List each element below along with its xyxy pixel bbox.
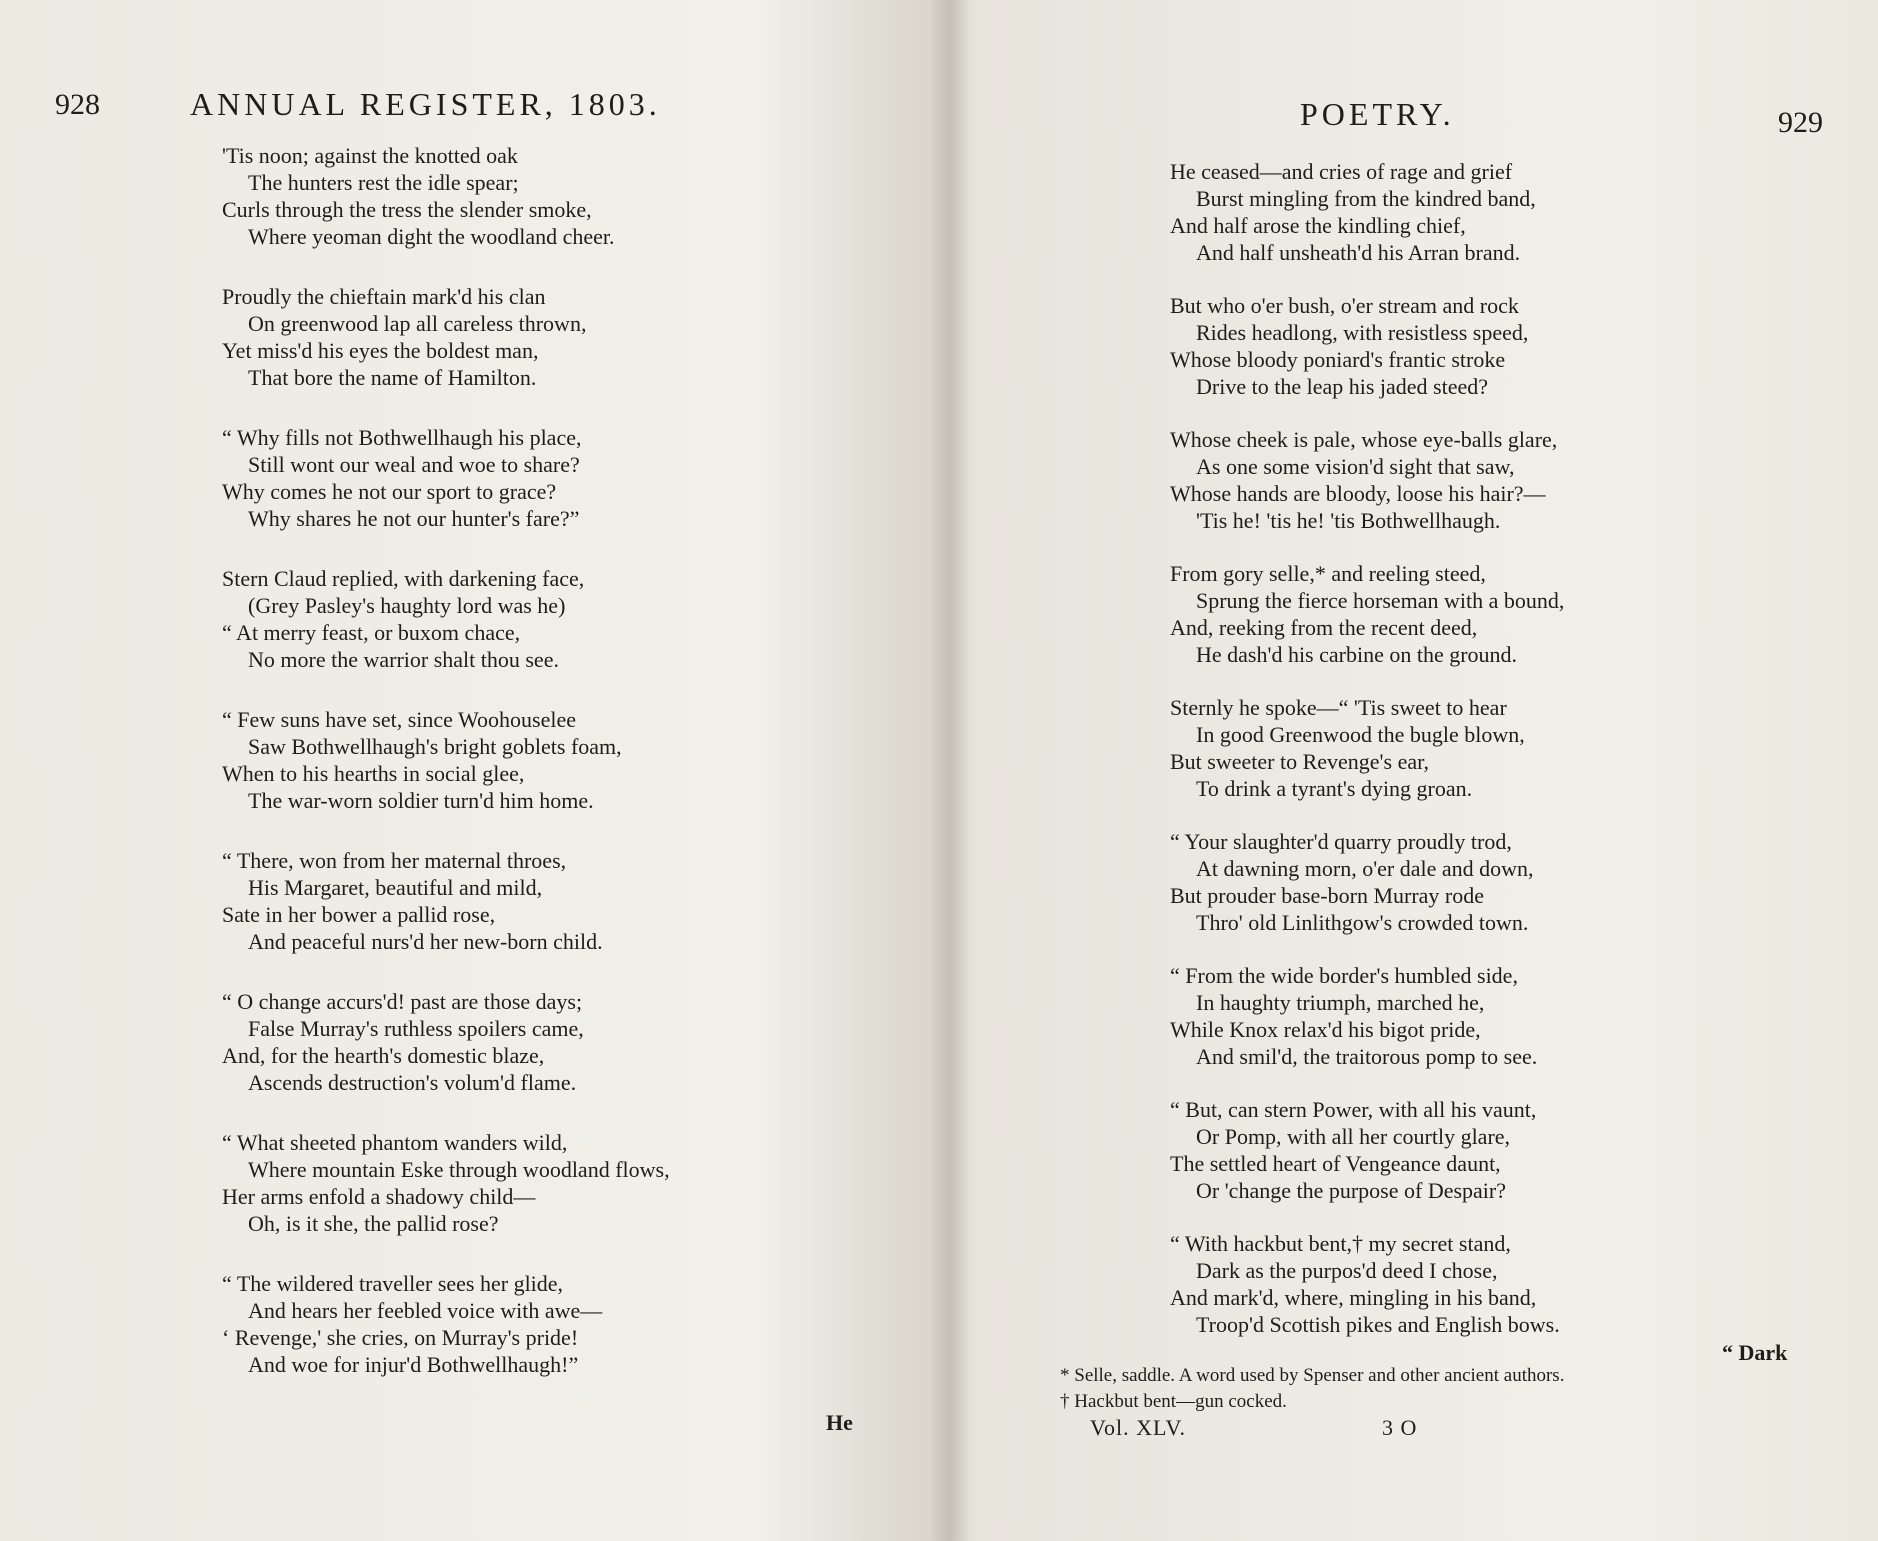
- poem-line: The settled heart of Vengeance daunt,: [1170, 1151, 1501, 1176]
- poem-line: In good Greenwood the bugle blown,: [1196, 722, 1525, 747]
- poem-line: Why comes he not our sport to grace?: [222, 479, 557, 504]
- stanza: [222, 847, 603, 955]
- poem-line: “ O change accurs'd! past are those days;: [222, 989, 583, 1014]
- poem-line: False Murray's ruthless spoilers came,: [248, 1016, 584, 1041]
- poem-line: Ascends destruction's volum'd flame.: [248, 1070, 577, 1095]
- poem-line: As one some vision'd sight that saw,: [1196, 454, 1515, 479]
- poem-line: Rides headlong, with resistless speed,: [1196, 320, 1529, 345]
- poem-line: Or 'change the purpose of Despair?: [1196, 1178, 1507, 1203]
- poem-line: From gory selle,* and reeling steed,: [1170, 561, 1486, 586]
- right-catchword: “ Dark: [1722, 1340, 1788, 1365]
- signature-mark: 3 O: [1382, 1415, 1418, 1440]
- poem-line: The hunters rest the idle spear;: [248, 170, 519, 195]
- poem-line: Yet miss'd his eyes the boldest man,: [222, 338, 539, 363]
- poem-line: “ The wildered traveller sees her glide,: [222, 1271, 564, 1296]
- poem-line: The war-worn soldier turn'd him home.: [248, 788, 594, 813]
- poem-line: Thro' old Linlithgow's crowded town.: [1196, 910, 1529, 935]
- poem-line: 'Tis noon; against the knotted oak: [222, 143, 518, 168]
- poem-line: And half unsheath'd his Arran brand.: [1196, 240, 1521, 265]
- poem-line: Saw Bothwellhaugh's bright goblets foam,: [248, 734, 622, 759]
- poem-line: 'Tis he! 'tis he! 'tis Bothwellhaugh.: [1196, 508, 1501, 533]
- poem-line: Her arms enfold a shadowy child—: [222, 1184, 536, 1209]
- poem-line: His Margaret, beautiful and mild,: [248, 875, 543, 900]
- poem-line: He dash'd his carbine on the ground.: [1196, 642, 1518, 667]
- poem-line: At dawning morn, o'er dale and down,: [1196, 856, 1534, 881]
- poem-line: And woe for injur'd Bothwellhaugh!”: [248, 1352, 579, 1377]
- stanza: [1170, 560, 1564, 668]
- poem-line: “ With hackbut bent,† my secret stand,: [1170, 1231, 1511, 1256]
- poem-line: And, reeking from the recent deed,: [1170, 615, 1478, 640]
- footnote-selle: * Selle, saddle. A word used by Spenser and other ancient authors.: [1060, 1365, 1565, 1386]
- poem-line: And hears her feebled voice with awe—: [248, 1298, 603, 1323]
- volume-number: Vol. XLV.: [1090, 1415, 1187, 1440]
- stanza: [1170, 828, 1534, 936]
- poem-line: Still wont our weal and woe to share?: [248, 452, 580, 477]
- right-page: [970, 0, 1878, 1541]
- poem-line: “ At merry feast, or buxom chace,: [222, 620, 521, 645]
- footnotes: [1060, 1363, 1564, 1415]
- poem-line: But who o'er bush, o'er stream and rock: [1170, 293, 1519, 318]
- poem-line: And peaceful nurs'd her new-born child.: [248, 929, 603, 954]
- poem-line: But prouder base-born Murray rode: [1170, 883, 1485, 908]
- poem-line: Sprung the fierce horseman with a bound,: [1196, 588, 1565, 613]
- footnote-hackbut: † Hackbut bent—gun cocked.: [1060, 1391, 1287, 1412]
- poem-line: No more the warrior shalt thou see.: [248, 647, 559, 672]
- stanza: [1170, 962, 1537, 1070]
- poem-line: Burst mingling from the kindred band,: [1196, 186, 1536, 211]
- poem-line: “ There, won from her maternal throes,: [222, 848, 567, 873]
- book-gutter: [930, 0, 970, 1541]
- poem-line: To drink a tyrant's dying groan.: [1196, 776, 1473, 801]
- poem-line: (Grey Pasley's haughty lord was he): [248, 593, 566, 618]
- poem-line: While Knox relax'd his bigot pride,: [1170, 1017, 1481, 1042]
- left-catchword: He: [826, 1410, 853, 1435]
- poem-line: Drive to the leap his jaded steed?: [1196, 374, 1489, 399]
- stanza: [222, 283, 586, 391]
- poem-line: And, for the hearth's domestic blaze,: [222, 1043, 545, 1068]
- stanza: [1170, 1230, 1560, 1338]
- poem-line: “ Your slaughter'd quarry proudly trod,: [1170, 829, 1512, 854]
- poem-line: Troop'd Scottish pikes and English bows.: [1196, 1312, 1560, 1337]
- poem-line: In haughty triumph, marched he,: [1196, 990, 1485, 1015]
- poem-line: Sate in her bower a pallid rose,: [222, 902, 496, 927]
- poem-line: ‘ Revenge,' she cries, on Murray's pride!: [222, 1325, 579, 1350]
- poem-line: Where yeoman dight the woodland cheer.: [248, 224, 615, 249]
- stanza: [1170, 158, 1536, 266]
- poem-line: But sweeter to Revenge's ear,: [1170, 749, 1430, 774]
- poem-line: Whose bloody poniard's frantic stroke: [1170, 347, 1506, 372]
- stanza: [1170, 694, 1525, 802]
- poem-line: “ But, can stern Power, with all his vaunt,: [1170, 1097, 1537, 1122]
- poem-line: Whose hands are bloody, loose his hair?—: [1170, 481, 1546, 506]
- left-page: [0, 0, 930, 1541]
- poem-line: Where mountain Eske through woodland flows,: [248, 1157, 670, 1182]
- poem-line: Or Pomp, with all her courtly glare,: [1196, 1124, 1511, 1149]
- stanza: [222, 142, 615, 250]
- stanza: [222, 988, 584, 1096]
- poem-line: “ From the wide border's humbled side,: [1170, 963, 1518, 988]
- poem-line: Proudly the chieftain mark'd his clan: [222, 284, 546, 309]
- left-running-header: ANNUAL REGISTER, 1803.: [190, 86, 661, 122]
- right-page-number: 929: [1778, 106, 1823, 139]
- stanza: [1170, 1096, 1536, 1204]
- poem-line: Curls through the tress the slender smoke,: [222, 197, 592, 222]
- poem-line: That bore the name of Hamilton.: [248, 365, 537, 390]
- poem-line: Oh, is it she, the pallid rose?: [248, 1211, 499, 1236]
- poem-line: When to his hearths in social glee,: [222, 761, 525, 786]
- stanza: [222, 424, 581, 532]
- poem-line: He ceased—and cries of rage and grief: [1170, 159, 1513, 184]
- stanza: [1170, 426, 1557, 534]
- poem-line: Sternly he spoke—“ 'Tis sweet to hear: [1170, 695, 1507, 720]
- stanza: [222, 1129, 670, 1237]
- stanza: [222, 1270, 602, 1378]
- poem-line: On greenwood lap all careless thrown,: [248, 311, 587, 336]
- poem-line: Whose cheek is pale, whose eye-balls glare,: [1170, 427, 1558, 452]
- poem-line: “ What sheeted phantom wanders wild,: [222, 1130, 568, 1155]
- poem-line: And half arose the kindling chief,: [1170, 213, 1466, 238]
- poem-line: And mark'd, where, mingling in his band,: [1170, 1285, 1537, 1310]
- poem-line: And smil'd, the traitorous pomp to see.: [1196, 1044, 1538, 1069]
- poem-line: “ Why fills not Bothwellhaugh his place,: [222, 425, 582, 450]
- right-running-header: POETRY.: [1300, 96, 1455, 132]
- stanza: [222, 706, 622, 814]
- left-page-number: 928: [55, 88, 100, 121]
- poem-line: Stern Claud replied, with darkening face,: [222, 566, 585, 591]
- stanza: [1170, 292, 1528, 400]
- stanza: [222, 565, 584, 673]
- poem-line: “ Few suns have set, since Woohouselee: [222, 707, 577, 732]
- poem-line: Dark as the purpos'd deed I chose,: [1196, 1258, 1498, 1283]
- poem-line: Why shares he not our hunter's fare?”: [248, 506, 580, 531]
